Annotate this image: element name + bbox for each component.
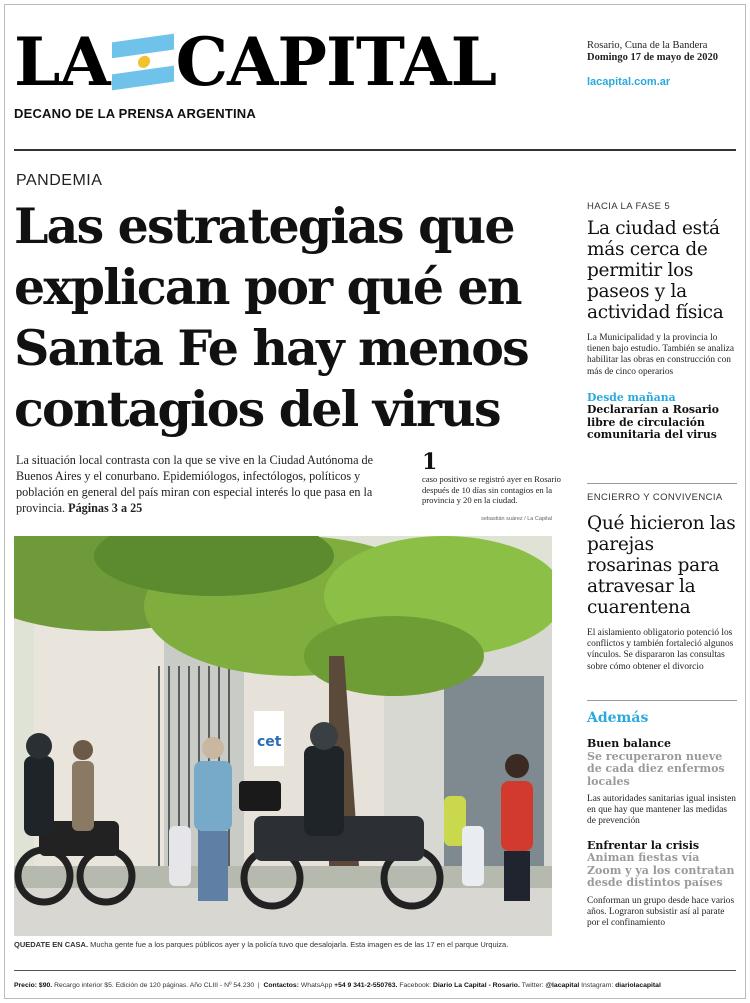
newspaper-logo[interactable] bbox=[14, 24, 496, 100]
edition-date: Domingo 17 de mayo de 2020 bbox=[587, 52, 718, 63]
stat-text: caso positivo se registró ayer en Rosario después de 10 días sin contagios en la provincia y 20 en la ciudad. bbox=[422, 474, 561, 505]
item1-title[interactable]: Buen balance bbox=[587, 737, 671, 750]
masthead-tagline: DECANO DE LA PRENSA ARGENTINA bbox=[14, 106, 256, 121]
caption-text: Mucha gente fue a los parques públicos ayer y la policía tuvo que desalojarla. Esta imagen es de las 17 en el parque Urquiza. bbox=[90, 940, 509, 949]
item1-body: Las autoridades sanitarias igual insisten en que hay que mantener las medidas de prevención bbox=[587, 794, 736, 827]
edition-meta bbox=[587, 40, 737, 88]
footer-divider bbox=[14, 970, 736, 971]
item1-subtitle: Se recuperaron nueve de cada diez enfermos locales bbox=[587, 749, 725, 788]
masthead bbox=[14, 24, 574, 124]
main-headline[interactable]: Las estrategias que explican por qué en Santa Fe hay menos contagios del virus bbox=[14, 197, 528, 438]
photo-caption bbox=[14, 940, 574, 949]
footer-price-detail: Recargo interior $5. Edición de 120 páginas. Año CLIII - Nº 54.230 bbox=[54, 982, 255, 989]
main-lead-pages[interactable]: Páginas 3 a 25 bbox=[68, 501, 143, 515]
ademas-heading: Además bbox=[587, 710, 649, 726]
footer-facebook-label: Facebook: bbox=[399, 982, 432, 989]
story1-sub-headline[interactable]: Declararían a Rosario libre de circulación comunitaria del virus bbox=[587, 403, 719, 442]
stat-number: 1 bbox=[422, 449, 438, 475]
edition-city: Rosario, Cuna de la Bandera bbox=[587, 40, 708, 51]
footer-contacts-label: Contactos: bbox=[263, 982, 299, 989]
ademas-item-1[interactable] bbox=[587, 738, 737, 828]
sidebar-ademas bbox=[587, 710, 737, 929]
photo-credit: sebastián suárez / La Capital bbox=[481, 515, 552, 522]
footer-instagram[interactable]: diariolacapital bbox=[615, 982, 661, 989]
main-kicker: PANDEMIA bbox=[16, 172, 103, 189]
story1-body: La Municipalidad y la provincia lo tienen bajo estudio. También se analiza habilitar las obras en construcción con más de cinco operarios bbox=[587, 333, 735, 377]
item2-body: Conforman un grupo desde hace varios años. Lograron subsistir así al parate por el confinamiento bbox=[587, 895, 735, 929]
masthead-divider bbox=[14, 149, 736, 151]
footer-twitter-label: Twitter: bbox=[521, 982, 544, 989]
footer-facebook[interactable]: Diario La Capital - Rosario. bbox=[432, 982, 520, 989]
footer-price-label: Precio: $90. bbox=[14, 982, 53, 989]
main-lead bbox=[16, 452, 396, 516]
sidebar-story-1[interactable] bbox=[587, 201, 737, 442]
footer-whatsapp[interactable]: +54 9 341-2-550763. bbox=[334, 982, 398, 989]
logo-text-capital: CAPITAL bbox=[175, 23, 496, 101]
story1-sub-kicker: Desde mañana bbox=[587, 390, 676, 404]
sidebar-divider-1 bbox=[587, 483, 737, 484]
footer: Precio: $90. Recargo interior $5. Edición de 120 páginas. Año CLIII - Nº 54.230 | Contactos: WhatsApp +54 9 341-2-550763. Facebook: Diario La Capital - Rosario. Twitter: @lacapital Instagram: diariolacapital bbox=[14, 982, 661, 989]
park-scene-image bbox=[14, 536, 552, 936]
website-link[interactable]: lacapital.com.ar bbox=[587, 76, 671, 88]
story2-kicker: ENCIERRO Y CONVIVENCIA bbox=[587, 492, 723, 503]
story1-headline[interactable]: La ciudad está más cerca de permitir los paseos y la actividad física bbox=[587, 218, 724, 323]
stat-box bbox=[422, 450, 572, 522]
main-photo[interactable] bbox=[14, 536, 552, 936]
main-lead-text: La situación local contrasta con la que se vive en la Ciudad Autónoma de Buenos Aires y el conurbano. Epidemiólogos, infectólogos, políticos y población en general del país miran con especial interés lo que pasa en la provincia. bbox=[16, 453, 374, 515]
story2-headline[interactable]: Qué hicieron las parejas rosarinas para atravesar la cuarentena bbox=[587, 513, 736, 618]
footer-twitter[interactable]: @lacapital bbox=[545, 982, 580, 989]
sidebar-story-2[interactable] bbox=[587, 492, 737, 673]
item2-title[interactable]: Enfrentar la crisis bbox=[587, 838, 700, 852]
ademas-item-2[interactable] bbox=[587, 840, 737, 930]
argentina-flag-icon bbox=[112, 34, 174, 91]
caption-label: QUEDATE EN CASA. bbox=[14, 940, 89, 949]
footer-whatsapp-label: WhatsApp bbox=[300, 982, 333, 989]
story2-body: El aislamiento obligatorio potenció los conflictos y también fortaleció algunos vínculos. Se dispararon las consultas sobre cómo obtener el divorcio bbox=[587, 628, 734, 672]
item2-subtitle: Animan fiestas vía Zoom y ya los contratan desde distintos países bbox=[587, 851, 735, 890]
story1-kicker: HACIA LA FASE 5 bbox=[587, 201, 671, 212]
sidebar-divider-2 bbox=[587, 700, 737, 701]
svg-text:cet: cet bbox=[257, 734, 282, 750]
logo-text-la: LA bbox=[14, 23, 110, 101]
footer-instagram-label: Instagram: bbox=[581, 982, 614, 989]
